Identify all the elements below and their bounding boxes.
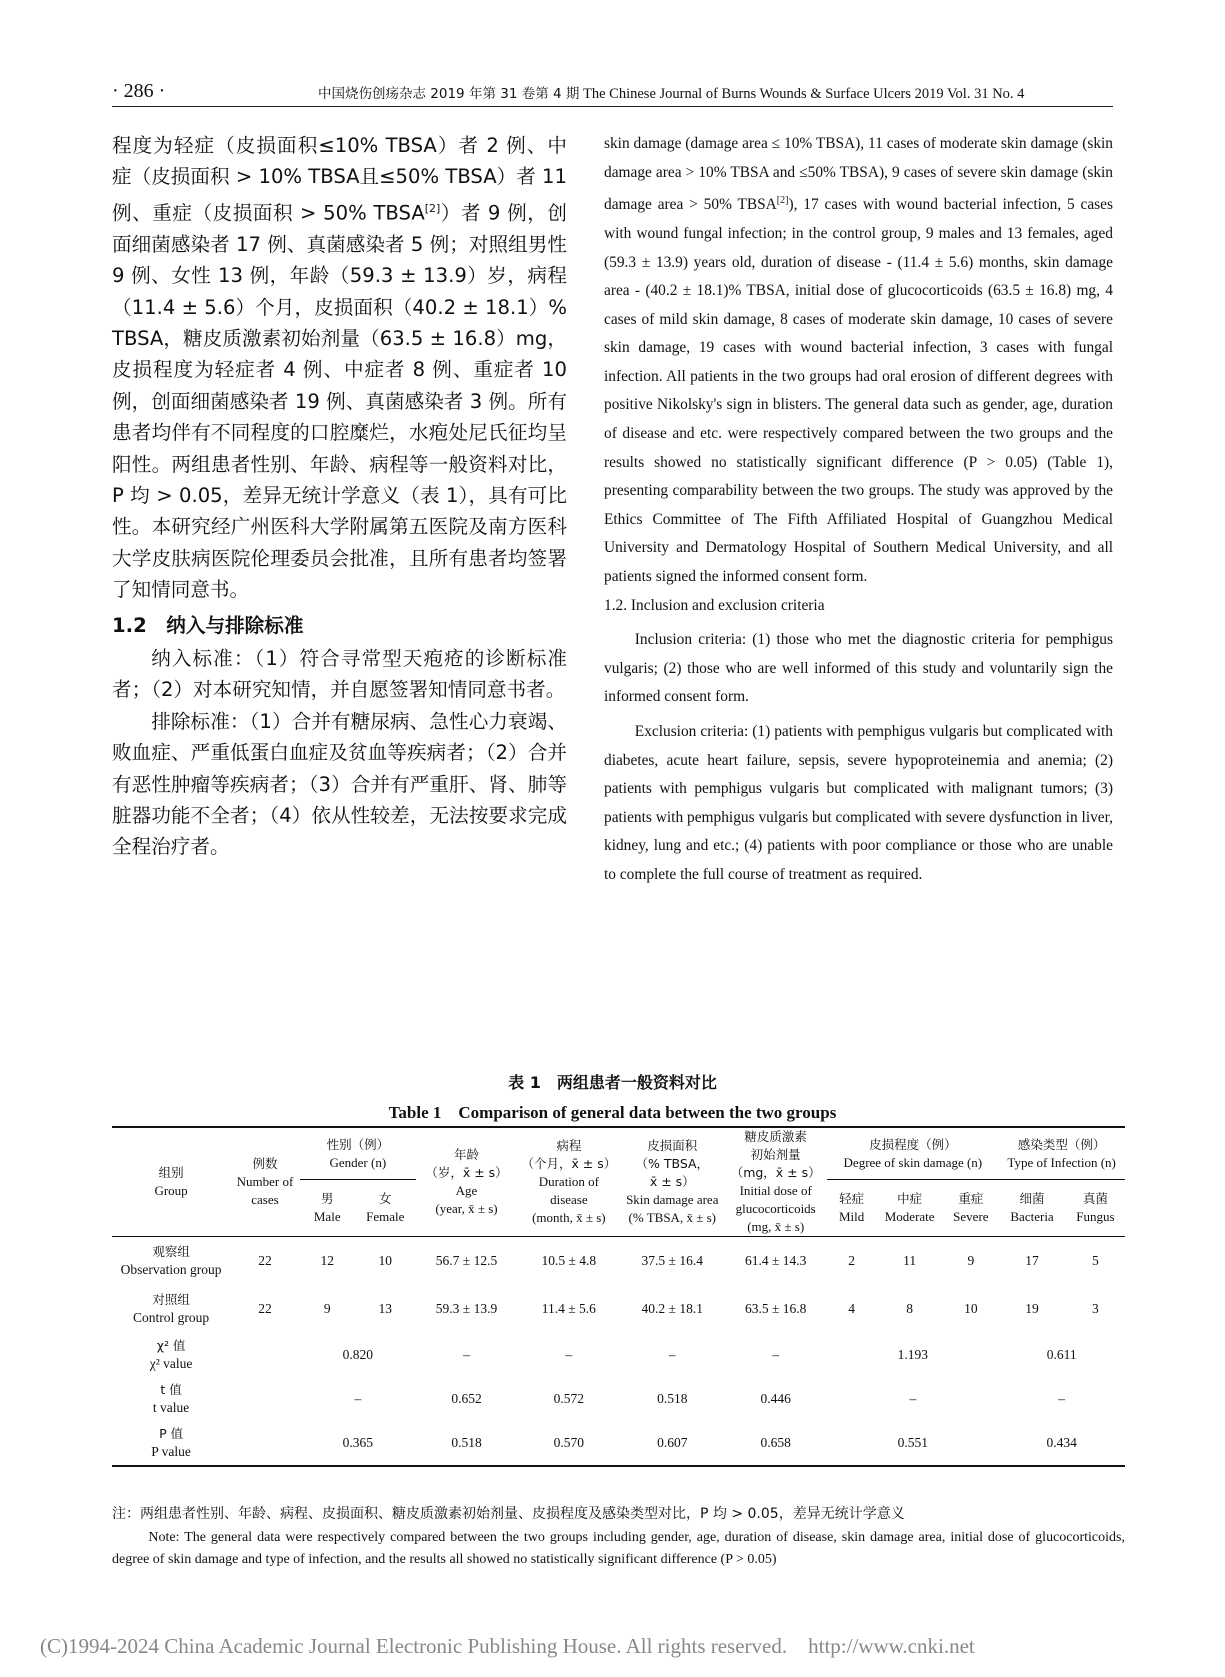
stat-duration: 0.570 [517, 1421, 620, 1466]
right-column-en [604, 130, 1113, 890]
stat-dose: 0.446 [760, 1391, 791, 1406]
stat-age: 0.518 [416, 1421, 517, 1466]
exclusion-criteria-cn: 排除标准：（1）合并有糖尿病、急性心力衰竭、败血症、严重低蛋白血症及贫血等疾病者；（2）合并有恶性肿瘤等疾病者；（3）合并有严重肝、肾、肺等脏器功能不全者；（4）依从性较差，无法按要求完成全程治疗者。 [112, 709, 567, 859]
stat-dose: 0.658 [724, 1421, 827, 1466]
stat-degree: 1.193 [897, 1347, 929, 1362]
header-initial-dose: 糖皮质激素 初始剂量 （mg，x̄ ± s） Initial dose of glucocorticoids (mg, x̄ ± s) [724, 1127, 827, 1237]
header-group: 组别 Group [112, 1127, 230, 1237]
paragraph-baseline-cn: 程度为轻症（皮损面积≤10% TBSA）者 2 例、中症（皮损面积 > 10% TBSA且≤50% TBSA）者 11 例、重症（皮损面积 > 50% TBSA[2]）者 9 例，创面细菌感染者 17 例、真菌感染者 5 例；对照组男性 9 例、女性 13 例，年龄（59.3 ± 13.9）岁，病程（11.4 ± 5.6）个月，皮损面积（40.2 ± 18.1）% TBSA，糖皮质激素初始剂量（63.5 ± 16.8）mg，皮损程度为轻症者 4 例、中症者 8 例、重症者 10 例，创面细菌感染者 19 例、真菌感染者 3 例。所有患者均伴有不同程度的口腔糜烂，水疱处尼氏征均呈阳性。两组患者性别、年龄、病程等一般资料对比，P 均 > 0.05，差异无统计学意义（表 1），具有可比性。本研究经广州医科大学附属第五医院及南方医科大学皮肤病医院伦理委员会批准，且所有患者均签署了知情同意书。 [112, 134, 567, 602]
stat-row-p [112, 1421, 1125, 1466]
exclusion-criteria-en: Exclusion criteria: (1) patients with pemphigus vulgaris but complicated with diabetes, acute heart failure, sepsis, severe hypoproteinemia and anemia; (2) patients with pemphigus vulgaris but complicated with malignant tumors; (3) patients with pemphigus vulgaris but complicated with severe dysfunction in liver, kidney, lung and etc.; (4) patients with poor compliance or those who are unable to complete the full course of treatment as required. [604, 723, 1113, 883]
cell-n: 22 [258, 1301, 272, 1316]
table-1 [112, 1126, 1125, 1467]
running-head [318, 82, 1024, 103]
left-column-cn [112, 130, 567, 863]
stat-infection: 0.611 [1046, 1347, 1077, 1362]
header-infection-type: 感染类型（例） Type of Infection (n) [998, 1127, 1125, 1180]
header-male: 男 Male [300, 1180, 355, 1237]
table-row [112, 1237, 1125, 1286]
stat-area: 0.607 [621, 1421, 724, 1466]
stat-degree: – [909, 1391, 917, 1406]
journal-title-en: The Chinese Journal of Burns Wounds & Surface Ulcers 2019 Vol. 31 No. 4 [583, 86, 1025, 102]
stat-infection: – [1058, 1391, 1066, 1406]
cell-moderate: 8 [906, 1301, 914, 1316]
cell-male: 12 [320, 1253, 334, 1268]
cell-age: 59.3 ± 13.9 [435, 1301, 498, 1316]
copyright-footer: (C)1994-2024 China Academic Journal Electronic Publishing House. All rights reserved. http://www.cnki.net [40, 1634, 975, 1658]
stat-area: 0.518 [657, 1391, 688, 1406]
stat-age: 0.652 [451, 1391, 482, 1406]
stat-age: – [463, 1347, 470, 1362]
cell-area: 37.5 ± 16.4 [641, 1253, 703, 1268]
row-label: χ² 值 χ² value [149, 1338, 193, 1371]
table-note-en: Note: The general data were respectively compared between the two groups including gender, age, duration of disease, skin damage area, initial dose of glucocorticoids, degree of skin damage and type of infection, and the results all showed no statistically significant difference (P > 0.05) [112, 1530, 1125, 1567]
stat-infection: 0.434 [998, 1421, 1125, 1466]
header-bacteria: 细菌 Bacteria [998, 1180, 1066, 1237]
stat-gender: 0.365 [300, 1421, 416, 1466]
stat-duration: – [565, 1347, 573, 1362]
cell-bacteria: 17 [1025, 1253, 1039, 1268]
cell-severe: 10 [964, 1301, 978, 1316]
stat-degree: 0.551 [827, 1421, 998, 1466]
inclusion-criteria-cn: 纳入标准：（1）符合寻常型天疱疮的诊断标准者；（2）对本研究知情，并自愿签署知情同意书者。 [112, 647, 567, 702]
journal-title-cn: 中国烧伤创疡杂志 2019 年第 31 卷第 4 期 [318, 86, 580, 102]
paragraph-baseline-en: skin damage (damage area ≤ 10% TBSA), 11 cases of moderate skin damage (skin damage area > 10% TBSA and ≤50% TBSA), 9 cases of severe skin damage (skin damage area > 50% TBSA[2]), 17 cases with wound bacterial infection, 5 cases with wound fungal infection; in the control group, 9 males and 13 females, aged (59.3 ± 13.9) years old, duration of disease - (11.4 ± 5.6) months, skin damage area - (40.2 ± 18.1)% TBSA, initial dose of glucocorticoids (63.5 ± 16.8) mg, 4 cases of mild skin damage, 8 cases of moderate skin damage, 10 cases of severe skin damage, 19 cases with wound bacterial infection, 3 cases with fungal infection. All patients in the two groups had oral erosion of different degrees with positive Nikolsky's sign in blisters. The general data such as gender, age, duration of disease and etc. were respectively compared between the two groups and the results showed no statistically significant difference (P > 0.05) (Table 1), presenting comparability between the two groups. The study was approved by the Ethics Committee of The Fifth Affiliated Hospital of Guangzhou Medical University and Dermatology Hospital of Southern Medical University, and all patients signed the informed consent form. [604, 135, 1113, 586]
cell-mild: 4 [848, 1301, 856, 1316]
cell-duration: 11.4 ± 5.6 [541, 1301, 596, 1316]
header-mild: 轻症 Mild [827, 1180, 876, 1237]
stat-duration: 0.572 [553, 1391, 585, 1406]
stat-row-chi2 [112, 1333, 1125, 1377]
cell-female: 10 [378, 1253, 393, 1268]
row-label: t 值 t value [152, 1382, 190, 1415]
row-label: P 值 P value [112, 1421, 230, 1466]
cell-moderate: 11 [903, 1253, 917, 1268]
stat-area: – [668, 1347, 676, 1362]
cell-age: 56.7 ± 12.5 [435, 1253, 498, 1268]
header-duration: 病程 （个月，x̄ ± s） Duration of disease (month, x̄ ± s) [517, 1127, 620, 1237]
stat-dose: – [772, 1347, 780, 1362]
cell-n: 22 [258, 1253, 272, 1268]
table-caption-en: Table 1 Comparison of general data between the two groups [388, 1103, 837, 1122]
header-moderate: 中症 Moderate [876, 1180, 944, 1237]
header-fungus: 真菌 Fungus [1066, 1180, 1125, 1237]
stat-gender: 0.820 [342, 1347, 374, 1362]
cell-fungus: 3 [1092, 1301, 1099, 1316]
citation-ref: [2] [424, 201, 441, 215]
table-row [112, 1285, 1125, 1333]
citation-ref: [2] [776, 195, 789, 207]
cell-dose: 63.5 ± 16.8 [744, 1301, 807, 1316]
inclusion-criteria-en: Inclusion criteria: (1) those who met the diagnostic criteria for pemphigus vulgaris; (2) those who are well informed of this study and voluntarily sign the informed consent form. [604, 631, 1113, 706]
header-skin-degree: 皮损程度（例） Degree of skin damage (n) [827, 1127, 998, 1180]
table-caption-cn: 表 1 两组患者一般资料对比 [508, 1073, 717, 1092]
stat-gender: – [354, 1391, 362, 1406]
row-label: 对照组 Control group [133, 1292, 210, 1325]
cell-male: 9 [323, 1301, 331, 1316]
cell-duration: 10.5 ± 4.8 [541, 1253, 597, 1268]
row-label: 观察组 Observation group [120, 1244, 222, 1277]
table-note-cn: 注：两组患者性别、年龄、病程、皮损面积、糖皮质激素初始剂量、皮损程度及感染类型对比，P 均 > 0.05，差异无统计学意义 [112, 1506, 905, 1522]
cell-dose: 61.4 ± 14.3 [744, 1253, 807, 1268]
header-skin-area: 皮损面积 （% TBSA， x̄ ± s） Skin damage area (% TBSA, x̄ ± s) [621, 1127, 724, 1237]
header-severe: 重症 Severe [943, 1180, 998, 1237]
header-age: 年龄 （岁，x̄ ± s） Age (year, x̄ ± s) [416, 1127, 517, 1237]
header-rule [112, 106, 1113, 107]
cell-severe: 9 [967, 1253, 975, 1268]
header-gender: 性别（例） Gender (n) [300, 1127, 416, 1180]
cell-bacteria: 19 [1025, 1301, 1039, 1316]
section-heading-en: 1.2. Inclusion and exclusion criteria [604, 596, 825, 614]
cell-female: 13 [378, 1301, 393, 1316]
cell-fungus: 5 [1092, 1253, 1099, 1268]
header-female: 女 Female [355, 1180, 416, 1237]
cell-area: 40.2 ± 18.1 [641, 1301, 703, 1316]
cell-mild: 2 [848, 1253, 856, 1268]
header-number: 例数 Number of cases [230, 1127, 300, 1237]
section-heading-cn: 1.2 纳入与排除标准 [112, 613, 304, 637]
page-number: · 286 · [112, 80, 166, 102]
stat-row-t [112, 1377, 1125, 1421]
